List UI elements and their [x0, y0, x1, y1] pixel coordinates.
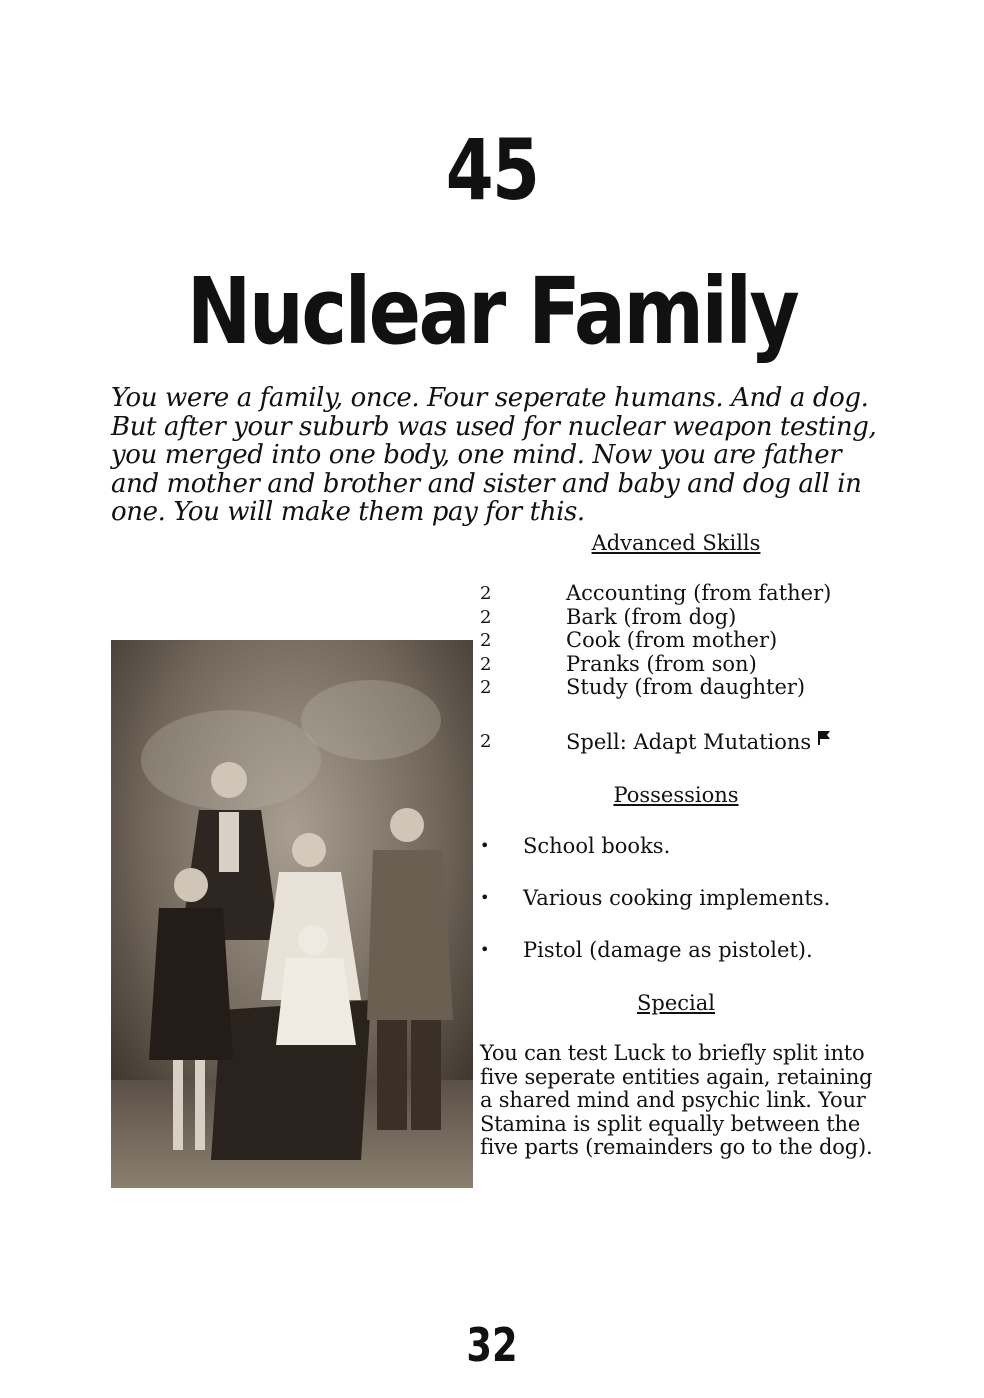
skill-name: Accounting (from father): [566, 581, 832, 605]
possession-text: Various cooking implements.: [523, 886, 831, 910]
possessions-heading: Possessions: [613, 783, 739, 807]
skills-list: [480, 582, 880, 700]
skill-row: [480, 606, 880, 630]
skill-name: Cook (from mother): [566, 628, 778, 652]
possession-text: School books.: [523, 834, 671, 858]
skill-rank: 2: [480, 630, 492, 651]
bullet: •: [480, 836, 490, 855]
spell-name: Spell: Adapt Mutations: [566, 730, 812, 754]
possession-item: [480, 938, 880, 990]
skill-name: Pranks (from son): [566, 651, 757, 676]
skill-row: [480, 629, 880, 653]
skill-row: [480, 676, 880, 700]
advanced-skills-heading: Advanced Skills: [591, 531, 761, 555]
skill-row: [480, 653, 880, 677]
entry-title: Nuclear Family: [186, 258, 798, 365]
flag-icon: [817, 730, 831, 746]
spell-row: [480, 730, 831, 754]
special-text: You can test Luck to briefly split into five seperate entities again, retaining a shared mind and psychic link. Your Stamina is split equally between the five parts (remainders go to the dog).: [480, 1041, 873, 1160]
skill-name: Bark (from dog): [566, 604, 737, 629]
spell-rank: 2: [480, 731, 492, 752]
skill-name: Study (from daughter): [566, 675, 806, 699]
entry-number: 45: [445, 121, 539, 219]
skill-rank: 2: [480, 606, 492, 628]
bullet: •: [480, 888, 490, 907]
possessions-list: [480, 834, 880, 990]
family-photo: [111, 640, 473, 1188]
possession-text: Pistol (damage as pistolet).: [523, 938, 813, 962]
page-number: 32: [466, 1318, 518, 1372]
skill-rank: 2: [480, 653, 492, 675]
skill-rank: 2: [480, 583, 492, 604]
possession-item: [480, 886, 880, 938]
possession-item: [480, 834, 880, 886]
intro-text: You were a family, once. Four seperate humans. And a dog. But after your suburb was used for nuclear weapon testing, you merged into one body, one mind. Now you are father and mother and brother and sister and baby and dog all in one. You will make them pay for this.: [111, 383, 877, 528]
special-heading: Special: [637, 991, 715, 1015]
skill-rank: 2: [480, 677, 492, 698]
bullet: •: [480, 940, 490, 959]
skill-row: [480, 582, 880, 606]
